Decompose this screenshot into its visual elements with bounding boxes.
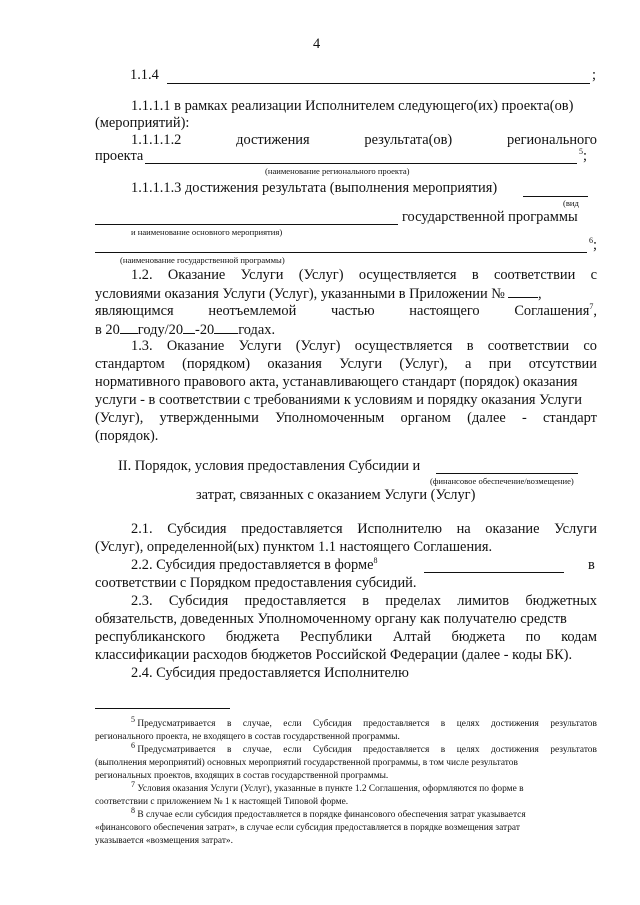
footnote-5-line1: $^5$ Предусматривается в случае, если Субсидия предоставляется в целях достижения результатов — [131, 714, 597, 729]
item-1-3-line6: (порядок). — [95, 428, 159, 444]
item-1-3-line4: услуги - в соответствии с требованиями к условиям и порядку оказания Услуги — [95, 392, 582, 408]
main-activity-caption: и наименование основного мероприятия) — [131, 227, 283, 237]
item-2-3-line2: обязательств, доведенных Уполномоченному органу как получателю средств — [95, 611, 567, 627]
footnote-ref-7: 7 — [589, 302, 594, 312]
result-type-caption: (вид — [563, 198, 579, 208]
main-activity-blank — [95, 224, 398, 225]
item-2-3-line1: 2.3. Субсидия предоставляется в пределах лимитов бюджетных — [131, 593, 597, 609]
regional-project-caption: (наименование регионального проекта) — [265, 166, 410, 176]
state-program-caption: (наименование государственной программы) — [120, 255, 285, 265]
item-1-3-line2: стандартом (порядком) оказания Услуги (Услуг), а при отсутствии — [95, 356, 597, 372]
footnote-ref-5: 5 — [579, 147, 583, 157]
item-1-1-4-blank — [167, 83, 590, 84]
footnote-6-line1: $^6$ Предусматривается в случае, если Субсидия предоставляется в целях достижения результатов — [131, 740, 597, 755]
footnote-7-line2: соответствии с приложением № 1 к настоящей Типовой форме. — [95, 797, 349, 807]
item-1-1-1-1-3-end: $^6$; — [589, 236, 597, 253]
section-2-caption: (финансовое обеспечение/возмещение) — [430, 476, 574, 486]
item-1-3-line3: нормативного правового акта, устанавливающего стандарт (порядок) оказания — [95, 374, 578, 390]
section-2-title: II. Порядок, условия предоставления Субсидии и — [118, 458, 421, 474]
section-2-title-line2: затрат, связанных с оказанием Услуги (Услуг) — [196, 487, 476, 503]
footnote-8-line1: $^8$ В случае если субсидия предоставляется в порядке финансового обеспечения затрат указывается — [131, 805, 526, 820]
item-2-2-line2: соответствии с Порядком предоставления субсидий. — [95, 575, 417, 591]
footnote-5-line2: регионального проекта, не входящего в состав государственной программы. — [95, 732, 400, 742]
item-1-1-1-1-line2: (мероприятий): — [95, 115, 190, 131]
item-2-3-line3: республиканского бюджета Республики Алтай бюджета по кодам — [95, 629, 597, 645]
item-2-1-line1: 2.1. Субсидия предоставляется Исполнителю на оказание Услуги — [131, 521, 597, 537]
footnote-ref-8: 8 — [373, 556, 378, 566]
footnote-7-line1: $^7$ Условия оказания Услуги (Услуг), указанные в пункте 1.2 Соглашения, оформляются по форме в — [131, 779, 524, 794]
item-2-3-line4: классификации расходов бюджетов Российской Федерации (далее - коды БК). — [95, 647, 573, 663]
item-1-2-line2: условиями оказания Услуги (Услуг), указанными в Приложении № , — [95, 286, 542, 302]
item-1-2-line4: в 20 году/20 -20 годах. — [95, 322, 276, 338]
item-1-3-line1: 1.3. Оказание Услуги (Услуг) осуществляется в соответствии со — [131, 338, 597, 354]
section-2-blank — [436, 473, 578, 474]
item-1-1-1-1-3-line2-end: государственной программы — [402, 209, 578, 225]
item-2-1-line2: (Услуг), определенной(ых) пунктом 1.1 настоящего Соглашения. — [95, 539, 493, 555]
item-1-2-line3: являющимся неотъемлемой частью настоящего Соглашения$^7$, — [95, 302, 597, 319]
footnote-ref-6: 6 — [589, 236, 593, 246]
item-2-4: 2.4. Субсидия предоставляется Исполнителю — [131, 665, 409, 681]
item-1-1-1-1-2-line2-start: проекта — [95, 148, 144, 164]
state-program-blank — [95, 252, 587, 253]
result-blank — [523, 196, 588, 197]
item-1-1-1-1-2-line1: 1.1.1.1.2 достижения результата(ов) регионального — [131, 132, 597, 148]
item-1-1-1-1-line1: 1.1.1.1 в рамках реализации Исполнителем следующего(их) проекта(ов) — [131, 98, 574, 114]
item-1-3-line5: (Услуг), утвержденными Уполномоченным органом (далее - стандарт — [95, 410, 597, 426]
item-2-2-line1: 2.2. Субсидия предоставляется в форме$^8$ — [131, 556, 378, 573]
footnote-6-line2: (выполнения мероприятий) основных мероприятий государственной программы, в том числе результатов — [95, 758, 518, 768]
item-1-1-1-1-3-line1: 1.1.1.1.3 достижения результата (выполнения мероприятия) — [131, 180, 498, 196]
item-2-2-line1-end: в — [588, 557, 595, 573]
regional-project-blank — [145, 163, 577, 164]
footnote-separator — [95, 708, 230, 709]
footnote-8-line3: указывается «возмещения затрат». — [95, 836, 233, 846]
subsidy-form-blank — [424, 572, 564, 573]
footnote-6-line3: региональных проектов, входящих в состав государственной программы. — [95, 771, 389, 781]
item-1-1-4-label: 1.1.4 — [130, 67, 159, 83]
item-1-2-line1: 1.2. Оказание Услуги (Услуг) осуществляется в соответствии с — [131, 267, 597, 283]
page-number: 4 — [313, 36, 321, 52]
item-1-1-1-1-2-end: $^5$; — [579, 147, 587, 164]
footnote-8-line2: «финансового обеспечения затрат», в случае если субсидия предоставляется в порядке возмещения затрат — [95, 823, 520, 833]
item-1-1-4-end: ; — [592, 67, 596, 83]
appendix-number-blank — [508, 285, 538, 298]
